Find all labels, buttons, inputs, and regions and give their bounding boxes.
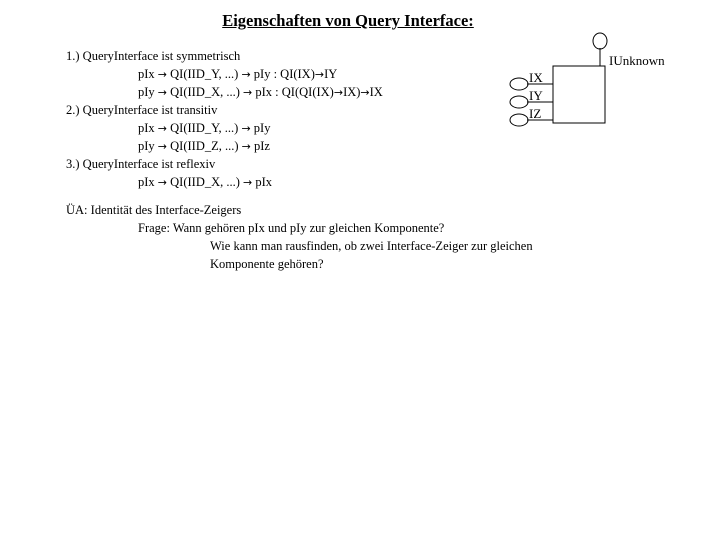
iunknown-lollipop bbox=[593, 33, 607, 49]
arrow-icon: → bbox=[333, 86, 344, 99]
arrow-icon: → bbox=[157, 176, 168, 189]
symmetric-line-1: pIx → QI(IID_Y, ...) → pIy : QI(IX)→IY bbox=[138, 67, 338, 81]
arrow-icon: → bbox=[241, 68, 251, 81]
symmetric-heading: 1.) QueryInterface ist symmetrisch bbox=[66, 49, 241, 63]
reflexive-heading: 3.) QueryInterface ist reflexiv bbox=[66, 157, 216, 171]
arrow-icon: → bbox=[157, 68, 168, 81]
arrow-icon: → bbox=[243, 176, 253, 189]
component-box bbox=[553, 66, 605, 123]
ix-label: IX bbox=[529, 70, 543, 85]
arrow-icon: → bbox=[157, 122, 168, 135]
arrow-icon: → bbox=[314, 68, 325, 81]
transitive-heading: 2.) QueryInterface ist transitiv bbox=[66, 103, 218, 117]
symmetric-line-2: pIy → QI(IID_X, ...) → pIx : QI(QI(IX)→IX)→IX bbox=[138, 85, 383, 99]
arrow-icon: → bbox=[157, 86, 168, 99]
arrow-icon: → bbox=[241, 140, 251, 153]
transitive-line-2: pIy → QI(IID_Z, ...) → pIz bbox=[138, 139, 270, 153]
iy-label: IY bbox=[529, 88, 543, 103]
iz-label: IZ bbox=[529, 106, 542, 121]
iunknown-label: IUnknown bbox=[609, 53, 665, 68]
arrow-icon: → bbox=[360, 86, 370, 99]
arrow-icon: → bbox=[243, 86, 253, 99]
exercise-heading: ÜA: Identität des Interface-Zeigers bbox=[66, 203, 242, 217]
page-title: Eigenschaften von Query Interface: bbox=[222, 11, 474, 30]
transitive-line-1: pIx → QI(IID_Y, ...) → pIy bbox=[138, 121, 271, 135]
arrow-icon: → bbox=[157, 140, 168, 153]
reflexive-line-1: pIx → QI(IID_X, ...) → pIx bbox=[138, 175, 273, 189]
exercise-followup-2: Komponente gehören? bbox=[210, 257, 324, 271]
arrow-icon: → bbox=[241, 122, 251, 135]
ix-lollipop bbox=[510, 78, 528, 90]
iy-lollipop bbox=[510, 96, 528, 108]
exercise-question: Frage: Wann gehören pIx und pIy zur gleichen Komponente? bbox=[138, 221, 445, 235]
iz-lollipop bbox=[510, 114, 528, 126]
exercise-followup-1: Wie kann man rausfinden, ob zwei Interface-Zeiger zur gleichen bbox=[210, 239, 533, 253]
